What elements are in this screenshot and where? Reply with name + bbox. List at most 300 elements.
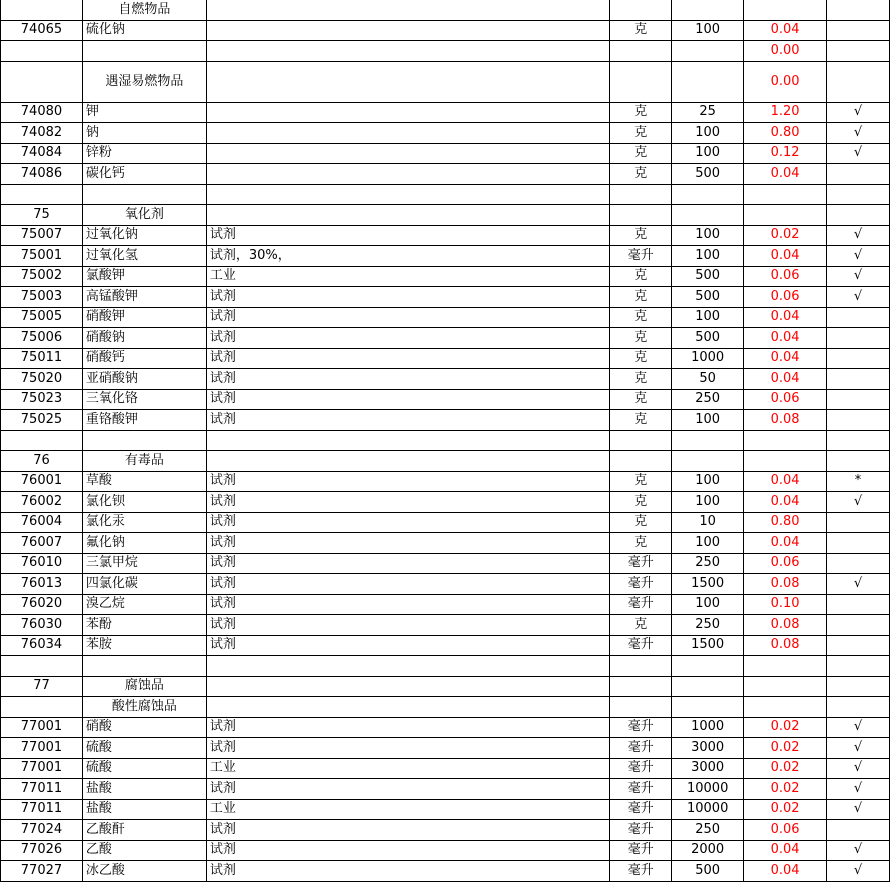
item-code-cell[interactable]: 74082	[1, 123, 83, 144]
item-mark-cell[interactable]: √	[827, 779, 890, 800]
item-mark-cell[interactable]: √	[827, 287, 890, 308]
item-mark-cell[interactable]: √	[827, 574, 890, 595]
item-mark-cell[interactable]	[827, 348, 890, 369]
item-quantity-cell[interactable]: 3000	[672, 738, 744, 759]
item-unit-cell[interactable]: 毫升	[610, 738, 672, 759]
item-unit-cell[interactable]: 毫升	[610, 779, 672, 800]
item-mark-cell[interactable]: √	[827, 758, 890, 779]
item-mark-cell[interactable]: √	[827, 799, 890, 820]
item-spec-cell[interactable]: 试剂	[206, 820, 609, 841]
item-unit-cell[interactable]	[610, 184, 672, 205]
item-name-cell[interactable]: 盐酸	[82, 799, 206, 820]
item-name-cell[interactable]: 碳化钙	[82, 164, 206, 185]
item-unit-cell[interactable]: 毫升	[610, 553, 672, 574]
item-price-cell[interactable]: 0.08	[744, 635, 827, 656]
item-unit-cell[interactable]: 克	[610, 164, 672, 185]
item-spec-cell[interactable]	[206, 676, 609, 697]
item-unit-cell[interactable]: 克	[610, 143, 672, 164]
item-unit-cell[interactable]: 毫升	[610, 246, 672, 267]
item-price-cell[interactable]	[744, 0, 827, 20]
item-price-cell[interactable]: 0.02	[744, 779, 827, 800]
item-quantity-cell[interactable]: 250	[672, 389, 744, 410]
item-mark-cell[interactable]: √	[827, 123, 890, 144]
item-unit-cell[interactable]: 毫升	[610, 574, 672, 595]
item-price-cell[interactable]	[744, 676, 827, 697]
item-name-cell[interactable]: 锌粉	[82, 143, 206, 164]
item-price-cell[interactable]: 0.08	[744, 615, 827, 636]
item-name-cell[interactable]	[82, 656, 206, 677]
item-name-cell[interactable]: 硝酸钾	[82, 307, 206, 328]
item-price-cell[interactable]: 0.04	[744, 471, 827, 492]
item-code-cell[interactable]: 75001	[1, 246, 83, 267]
item-code-cell[interactable]: 77011	[1, 779, 83, 800]
item-unit-cell[interactable]: 毫升	[610, 758, 672, 779]
item-mark-cell[interactable]	[827, 61, 890, 102]
item-mark-cell[interactable]	[827, 410, 890, 431]
table-row	[1, 102, 890, 123]
item-spec-cell[interactable]	[206, 656, 609, 677]
item-code-cell[interactable]: 75006	[1, 328, 83, 349]
item-spec-cell[interactable]: 试剂	[206, 615, 609, 636]
item-spec-cell[interactable]: 试剂	[206, 861, 609, 882]
item-unit-cell[interactable]: 克	[610, 266, 672, 287]
item-name-cell[interactable]: 氟化钠	[82, 533, 206, 554]
item-price-cell[interactable]: 1.20	[744, 102, 827, 123]
item-quantity-cell[interactable]	[672, 61, 744, 102]
item-price-cell[interactable]: 0.08	[744, 574, 827, 595]
item-mark-cell[interactable]	[827, 369, 890, 390]
item-quantity-cell[interactable]: 1500	[672, 635, 744, 656]
item-quantity-cell[interactable]: 10000	[672, 779, 744, 800]
item-name-cell[interactable]: 苯酚	[82, 615, 206, 636]
item-quantity-cell[interactable]: 100	[672, 225, 744, 246]
item-unit-cell[interactable]: 毫升	[610, 635, 672, 656]
item-spec-cell[interactable]	[206, 205, 609, 226]
item-code-cell[interactable]: 75003	[1, 287, 83, 308]
item-code-cell[interactable]: 74065	[1, 20, 83, 41]
item-quantity-cell[interactable]: 500	[672, 266, 744, 287]
item-mark-cell[interactable]	[827, 0, 890, 20]
item-price-cell[interactable]: 0.00	[744, 41, 827, 62]
item-price-cell[interactable]: 0.04	[744, 369, 827, 390]
item-quantity-cell[interactable]: 100	[672, 143, 744, 164]
item-spec-cell[interactable]	[206, 184, 609, 205]
item-mark-cell[interactable]	[827, 594, 890, 615]
item-price-cell[interactable]: 0.04	[744, 492, 827, 513]
item-mark-cell[interactable]	[827, 820, 890, 841]
item-unit-cell[interactable]: 克	[610, 20, 672, 41]
item-quantity-cell[interactable]: 100	[672, 410, 744, 431]
item-code-cell[interactable]: 75007	[1, 225, 83, 246]
item-spec-cell[interactable]: 工业	[206, 758, 609, 779]
item-unit-cell[interactable]: 克	[610, 123, 672, 144]
item-quantity-cell[interactable]: 1000	[672, 717, 744, 738]
item-code-cell[interactable]	[1, 430, 83, 451]
item-price-cell[interactable]	[744, 184, 827, 205]
item-price-cell[interactable]: 0.10	[744, 594, 827, 615]
item-code-cell[interactable]: 76004	[1, 512, 83, 533]
item-mark-cell[interactable]	[827, 553, 890, 574]
item-price-cell[interactable]: 0.80	[744, 123, 827, 144]
item-quantity-cell[interactable]: 500	[672, 287, 744, 308]
item-name-cell[interactable]: 氯酸钾	[82, 266, 206, 287]
item-name-cell[interactable]: 溴乙烷	[82, 594, 206, 615]
item-quantity-cell[interactable]: 500	[672, 861, 744, 882]
item-quantity-cell[interactable]	[672, 41, 744, 62]
item-name-cell[interactable]: 重铬酸钾	[82, 410, 206, 431]
item-price-cell[interactable]: 0.00	[744, 61, 827, 102]
item-mark-cell[interactable]	[827, 676, 890, 697]
item-name-cell[interactable]: 盐酸	[82, 779, 206, 800]
item-name-cell[interactable]: 氯化汞	[82, 512, 206, 533]
item-mark-cell[interactable]	[827, 184, 890, 205]
item-spec-cell[interactable]: 试剂	[206, 512, 609, 533]
item-quantity-cell[interactable]	[672, 656, 744, 677]
item-unit-cell[interactable]: 克	[610, 410, 672, 431]
item-price-cell[interactable]: 0.06	[744, 266, 827, 287]
item-mark-cell[interactable]: √	[827, 102, 890, 123]
item-mark-cell[interactable]	[827, 635, 890, 656]
item-unit-cell[interactable]: 毫升	[610, 820, 672, 841]
item-unit-cell[interactable]: 毫升	[610, 840, 672, 861]
item-name-cell[interactable]: 过氧化钠	[82, 225, 206, 246]
item-price-cell[interactable]	[744, 656, 827, 677]
item-mark-cell[interactable]	[827, 389, 890, 410]
item-unit-cell[interactable]: 克	[610, 471, 672, 492]
item-code-cell[interactable]	[1, 0, 83, 20]
item-price-cell[interactable]: 0.06	[744, 287, 827, 308]
item-code-cell[interactable]	[1, 656, 83, 677]
item-spec-cell[interactable]: 试剂	[206, 369, 609, 390]
item-quantity-cell[interactable]: 10	[672, 512, 744, 533]
item-spec-cell[interactable]: 工业	[206, 266, 609, 287]
item-quantity-cell[interactable]	[672, 697, 744, 718]
item-mark-cell[interactable]	[827, 615, 890, 636]
item-price-cell[interactable]: 0.06	[744, 389, 827, 410]
item-mark-cell[interactable]	[827, 656, 890, 677]
item-mark-cell[interactable]	[827, 205, 890, 226]
item-code-cell[interactable]: 76030	[1, 615, 83, 636]
item-code-cell[interactable]: 77011	[1, 799, 83, 820]
item-code-cell[interactable]: 76	[1, 451, 83, 472]
item-name-cell[interactable]: 三氧化铬	[82, 389, 206, 410]
item-price-cell[interactable]: 0.02	[744, 738, 827, 759]
item-mark-cell[interactable]: *	[827, 471, 890, 492]
item-mark-cell[interactable]	[827, 451, 890, 472]
item-unit-cell[interactable]	[610, 41, 672, 62]
item-unit-cell[interactable]: 克	[610, 369, 672, 390]
item-code-cell[interactable]: 75011	[1, 348, 83, 369]
item-quantity-cell[interactable]: 100	[672, 594, 744, 615]
item-name-cell[interactable]: 氯化钡	[82, 492, 206, 513]
item-unit-cell[interactable]: 克	[610, 492, 672, 513]
item-mark-cell[interactable]	[827, 430, 890, 451]
item-quantity-cell[interactable]	[672, 451, 744, 472]
item-name-cell[interactable]: 硫化钠	[82, 20, 206, 41]
item-quantity-cell[interactable]: 100	[672, 471, 744, 492]
item-unit-cell[interactable]	[610, 61, 672, 102]
item-quantity-cell[interactable]: 25	[672, 102, 744, 123]
item-quantity-cell[interactable]: 1000	[672, 348, 744, 369]
item-price-cell[interactable]: 0.06	[744, 553, 827, 574]
item-code-cell[interactable]: 77027	[1, 861, 83, 882]
item-code-cell[interactable]	[1, 61, 83, 102]
item-unit-cell[interactable]: 毫升	[610, 861, 672, 882]
item-spec-cell[interactable]	[206, 20, 609, 41]
item-quantity-cell[interactable]: 50	[672, 369, 744, 390]
item-mark-cell[interactable]	[827, 20, 890, 41]
item-unit-cell[interactable]: 克	[610, 533, 672, 554]
item-unit-cell[interactable]	[610, 205, 672, 226]
item-quantity-cell[interactable]: 1500	[672, 574, 744, 595]
item-code-cell[interactable]: 76001	[1, 471, 83, 492]
item-code-cell[interactable]: 77001	[1, 758, 83, 779]
item-quantity-cell[interactable]: 500	[672, 164, 744, 185]
item-name-cell[interactable]: 硝酸	[82, 717, 206, 738]
item-spec-cell[interactable]	[206, 123, 609, 144]
item-quantity-cell[interactable]: 100	[672, 246, 744, 267]
item-quantity-cell[interactable]: 100	[672, 123, 744, 144]
item-code-cell[interactable]: 74080	[1, 102, 83, 123]
item-unit-cell[interactable]: 克	[610, 307, 672, 328]
item-spec-cell[interactable]: 试剂	[206, 225, 609, 246]
item-quantity-cell[interactable]	[672, 430, 744, 451]
item-name-cell[interactable]: 遇湿易燃物品	[82, 61, 206, 102]
item-spec-cell[interactable]: 试剂，30%，	[206, 246, 609, 267]
item-name-cell[interactable]: 氧化剂	[82, 205, 206, 226]
item-spec-cell[interactable]: 试剂	[206, 492, 609, 513]
item-spec-cell[interactable]	[206, 697, 609, 718]
item-mark-cell[interactable]: √	[827, 861, 890, 882]
item-name-cell[interactable]: 苯胺	[82, 635, 206, 656]
item-spec-cell[interactable]: 试剂	[206, 471, 609, 492]
item-spec-cell[interactable]: 试剂	[206, 779, 609, 800]
item-unit-cell[interactable]: 克	[610, 328, 672, 349]
table-row	[1, 369, 890, 390]
item-name-cell[interactable]	[82, 41, 206, 62]
item-spec-cell[interactable]	[206, 0, 609, 20]
item-name-cell[interactable]: 硝酸钙	[82, 348, 206, 369]
item-code-cell[interactable]	[1, 697, 83, 718]
item-name-cell[interactable]: 钾	[82, 102, 206, 123]
item-spec-cell[interactable]: 试剂	[206, 533, 609, 554]
item-name-cell[interactable]: 酸性腐蚀品	[82, 697, 206, 718]
item-price-cell[interactable]: 0.02	[744, 799, 827, 820]
item-quantity-cell[interactable]	[672, 676, 744, 697]
item-mark-cell[interactable]	[827, 512, 890, 533]
item-name-cell[interactable]: 有毒品	[82, 451, 206, 472]
item-name-cell[interactable]: 自燃物品	[82, 0, 206, 20]
item-code-cell[interactable]: 75023	[1, 389, 83, 410]
item-code-cell[interactable]: 77026	[1, 840, 83, 861]
item-quantity-cell[interactable]: 100	[672, 20, 744, 41]
table-row	[1, 656, 890, 677]
item-spec-cell[interactable]: 工业	[206, 799, 609, 820]
item-price-cell[interactable]: 0.02	[744, 225, 827, 246]
item-code-cell[interactable]: 75	[1, 205, 83, 226]
item-quantity-cell[interactable]	[672, 184, 744, 205]
item-mark-cell[interactable]: √	[827, 840, 890, 861]
item-mark-cell[interactable]	[827, 164, 890, 185]
item-unit-cell[interactable]	[610, 697, 672, 718]
item-code-cell[interactable]: 75005	[1, 307, 83, 328]
category-header-row	[1, 61, 890, 102]
item-mark-cell[interactable]: √	[827, 492, 890, 513]
item-price-cell[interactable]: 0.04	[744, 246, 827, 267]
item-unit-cell[interactable]	[610, 676, 672, 697]
item-code-cell[interactable]: 76020	[1, 594, 83, 615]
item-name-cell[interactable]: 过氧化氢	[82, 246, 206, 267]
item-code-cell[interactable]: 76034	[1, 635, 83, 656]
item-code-cell[interactable]	[1, 41, 83, 62]
item-price-cell[interactable]	[744, 451, 827, 472]
item-price-cell[interactable]: 0.04	[744, 328, 827, 349]
item-unit-cell[interactable]	[610, 656, 672, 677]
item-quantity-cell[interactable]: 250	[672, 553, 744, 574]
item-spec-cell[interactable]: 试剂	[206, 410, 609, 431]
item-code-cell[interactable]: 75002	[1, 266, 83, 287]
item-code-cell[interactable]: 74086	[1, 164, 83, 185]
item-spec-cell[interactable]: 试剂	[206, 840, 609, 861]
item-price-cell[interactable]: 0.04	[744, 164, 827, 185]
item-spec-cell[interactable]	[206, 430, 609, 451]
item-spec-cell[interactable]: 试剂	[206, 287, 609, 308]
item-code-cell[interactable]: 77	[1, 676, 83, 697]
item-quantity-cell[interactable]	[672, 0, 744, 20]
item-spec-cell[interactable]	[206, 102, 609, 123]
item-unit-cell[interactable]: 克	[610, 287, 672, 308]
item-quantity-cell[interactable]: 100	[672, 307, 744, 328]
item-spec-cell[interactable]: 试剂	[206, 553, 609, 574]
item-name-cell[interactable]: 冰乙酸	[82, 861, 206, 882]
item-price-cell[interactable]: 0.12	[744, 143, 827, 164]
item-code-cell[interactable]	[1, 184, 83, 205]
item-code-cell[interactable]: 75025	[1, 410, 83, 431]
item-quantity-cell[interactable]: 500	[672, 328, 744, 349]
item-mark-cell[interactable]: √	[827, 266, 890, 287]
item-mark-cell[interactable]	[827, 533, 890, 554]
item-code-cell[interactable]: 76013	[1, 574, 83, 595]
item-spec-cell[interactable]: 试剂	[206, 389, 609, 410]
item-name-cell[interactable]: 腐蚀品	[82, 676, 206, 697]
item-quantity-cell[interactable]: 2000	[672, 840, 744, 861]
item-name-cell[interactable]	[82, 184, 206, 205]
item-code-cell[interactable]: 77001	[1, 717, 83, 738]
item-mark-cell[interactable]: √	[827, 717, 890, 738]
item-quantity-cell[interactable]: 100	[672, 533, 744, 554]
item-mark-cell[interactable]	[827, 328, 890, 349]
item-name-cell[interactable]	[82, 430, 206, 451]
item-unit-cell[interactable]	[610, 0, 672, 20]
item-code-cell[interactable]: 76002	[1, 492, 83, 513]
item-mark-cell[interactable]	[827, 41, 890, 62]
item-price-cell[interactable]: 0.06	[744, 820, 827, 841]
item-unit-cell[interactable]: 毫升	[610, 594, 672, 615]
item-spec-cell[interactable]: 试剂	[206, 348, 609, 369]
item-price-cell[interactable]	[744, 205, 827, 226]
item-price-cell[interactable]	[744, 697, 827, 718]
item-spec-cell[interactable]	[206, 61, 609, 102]
table-row	[1, 184, 890, 205]
item-price-cell[interactable]: 0.04	[744, 840, 827, 861]
item-spec-cell[interactable]: 试剂	[206, 738, 609, 759]
item-spec-cell[interactable]: 试剂	[206, 717, 609, 738]
item-price-cell[interactable]: 0.80	[744, 512, 827, 533]
item-spec-cell[interactable]	[206, 41, 609, 62]
item-name-cell[interactable]: 亚硝酸钠	[82, 369, 206, 390]
item-spec-cell[interactable]: 试剂	[206, 328, 609, 349]
item-unit-cell[interactable]: 毫升	[610, 799, 672, 820]
item-name-cell[interactable]: 硫酸	[82, 758, 206, 779]
item-price-cell[interactable]: 0.04	[744, 861, 827, 882]
item-mark-cell[interactable]: √	[827, 738, 890, 759]
item-name-cell[interactable]: 乙酸	[82, 840, 206, 861]
item-name-cell[interactable]: 硫酸	[82, 738, 206, 759]
item-name-cell[interactable]: 硝酸钠	[82, 328, 206, 349]
item-spec-cell[interactable]	[206, 143, 609, 164]
item-unit-cell[interactable]: 毫升	[610, 717, 672, 738]
item-unit-cell[interactable]	[610, 430, 672, 451]
item-code-cell[interactable]: 77024	[1, 820, 83, 841]
item-quantity-cell[interactable]: 250	[672, 615, 744, 636]
item-quantity-cell[interactable]: 250	[672, 820, 744, 841]
item-spec-cell[interactable]: 试剂	[206, 594, 609, 615]
item-price-cell[interactable]: 0.04	[744, 348, 827, 369]
item-spec-cell[interactable]: 试剂	[206, 635, 609, 656]
item-name-cell[interactable]: 四氯化碳	[82, 574, 206, 595]
item-quantity-cell[interactable]: 3000	[672, 758, 744, 779]
item-spec-cell[interactable]: 试剂	[206, 307, 609, 328]
item-price-cell[interactable]	[744, 430, 827, 451]
item-name-cell[interactable]: 草酸	[82, 471, 206, 492]
item-code-cell[interactable]: 76010	[1, 553, 83, 574]
item-price-cell[interactable]: 0.02	[744, 717, 827, 738]
item-spec-cell[interactable]: 试剂	[206, 574, 609, 595]
item-unit-cell[interactable]: 克	[610, 512, 672, 533]
item-price-cell[interactable]: 0.08	[744, 410, 827, 431]
item-name-cell[interactable]: 乙酸酐	[82, 820, 206, 841]
item-quantity-cell[interactable]: 10000	[672, 799, 744, 820]
item-quantity-cell[interactable]: 100	[672, 492, 744, 513]
item-name-cell[interactable]: 钠	[82, 123, 206, 144]
item-price-cell[interactable]: 0.04	[744, 533, 827, 554]
item-mark-cell[interactable]: √	[827, 225, 890, 246]
item-unit-cell[interactable]: 克	[610, 615, 672, 636]
item-name-cell[interactable]: 高锰酸钾	[82, 287, 206, 308]
item-mark-cell[interactable]: √	[827, 246, 890, 267]
item-unit-cell[interactable]: 克	[610, 389, 672, 410]
item-unit-cell[interactable]: 克	[610, 102, 672, 123]
item-code-cell[interactable]: 74084	[1, 143, 83, 164]
item-price-cell[interactable]: 0.04	[744, 20, 827, 41]
item-mark-cell[interactable]	[827, 307, 890, 328]
item-mark-cell[interactable]	[827, 697, 890, 718]
item-quantity-cell[interactable]	[672, 205, 744, 226]
item-code-cell[interactable]: 76007	[1, 533, 83, 554]
item-spec-cell[interactable]	[206, 451, 609, 472]
item-name-cell[interactable]: 三氯甲烷	[82, 553, 206, 574]
item-unit-cell[interactable]	[610, 451, 672, 472]
item-unit-cell[interactable]: 克	[610, 225, 672, 246]
item-price-cell[interactable]: 0.02	[744, 758, 827, 779]
item-mark-cell[interactable]: √	[827, 143, 890, 164]
item-unit-cell[interactable]: 克	[610, 348, 672, 369]
item-code-cell[interactable]: 77001	[1, 738, 83, 759]
item-code-cell[interactable]: 75020	[1, 369, 83, 390]
item-spec-cell[interactable]	[206, 164, 609, 185]
table-row	[1, 615, 890, 636]
item-price-cell[interactable]: 0.04	[744, 307, 827, 328]
